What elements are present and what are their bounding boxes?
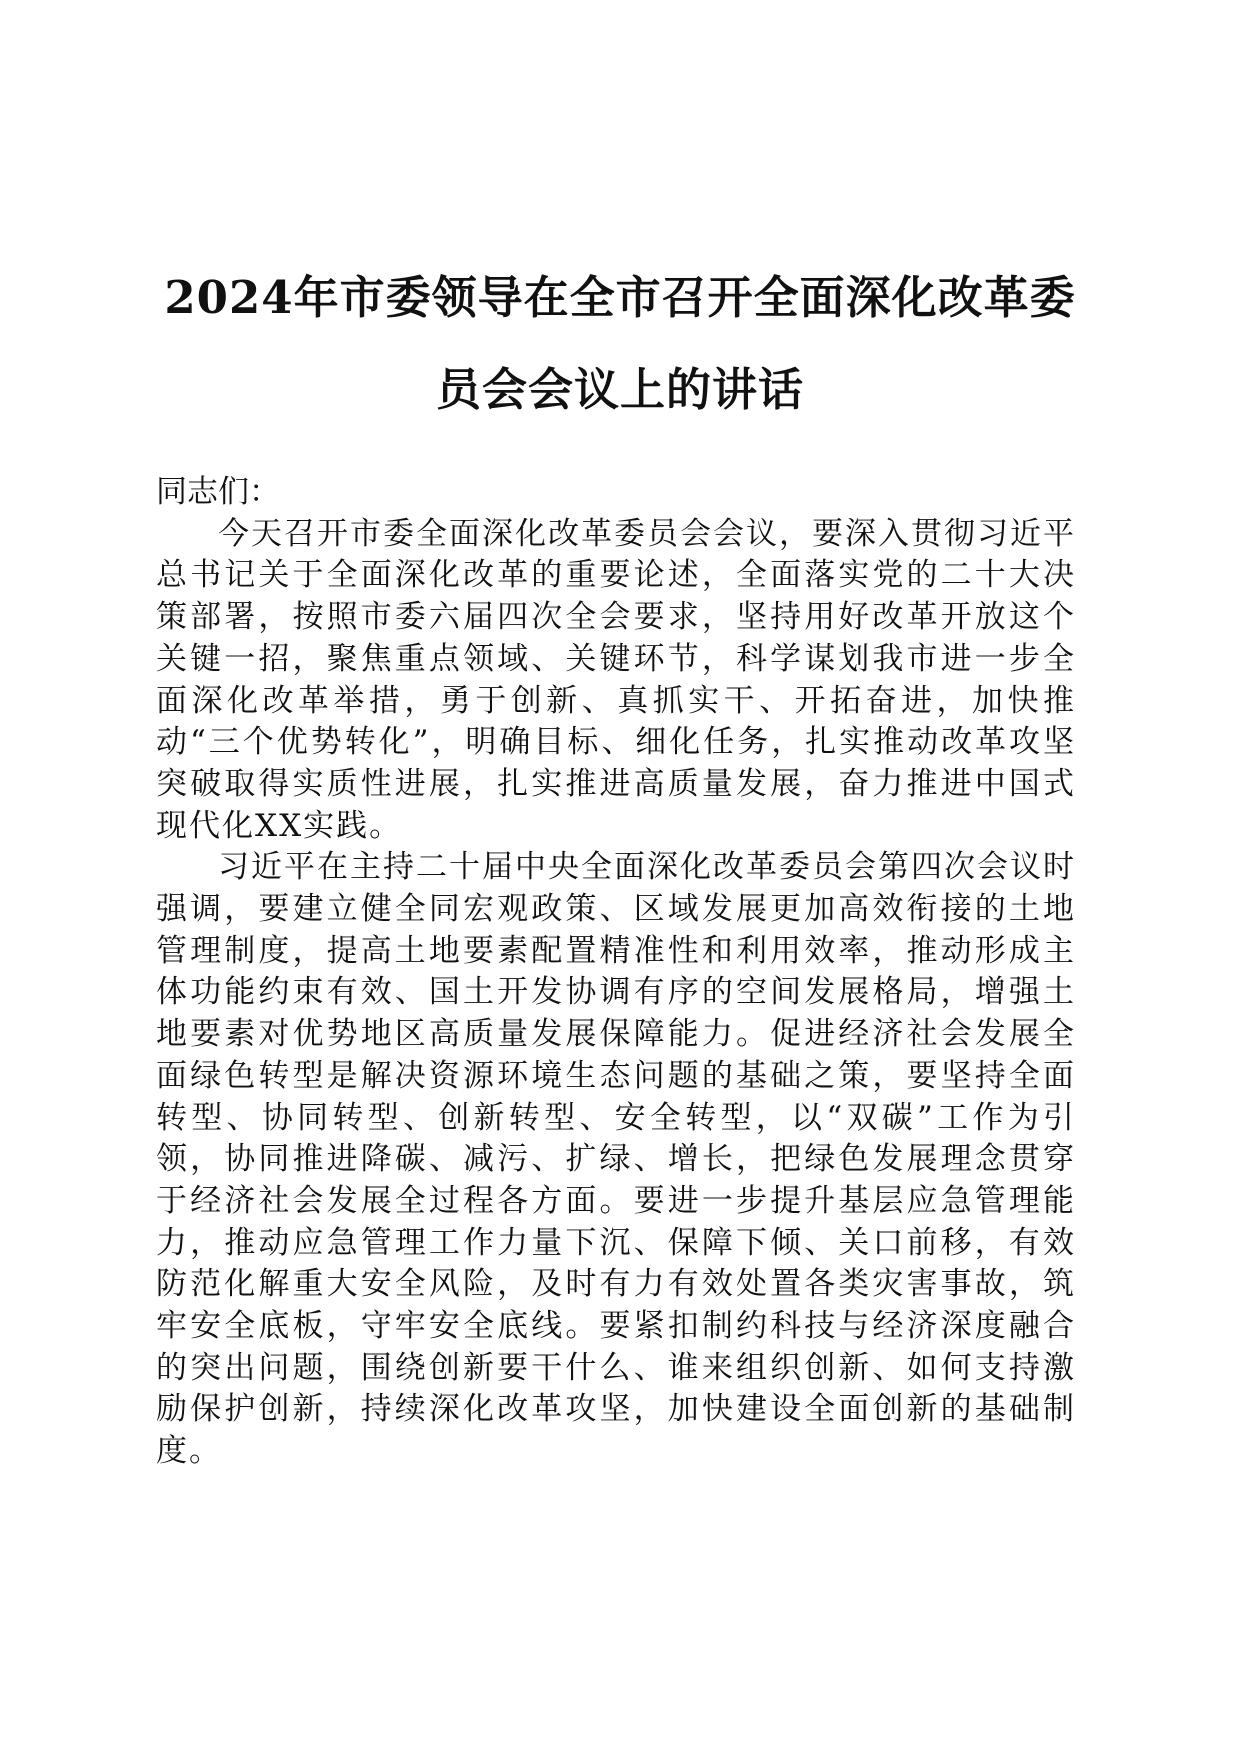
document-title [120, 252, 1120, 436]
paragraph-1: 今天召开市委全面深化改革委员会会议，要深入贯彻习近平总书记关于全面深化改革的重要论述，全面落实党的二十大决策部署，按照市委六届四次全会要求，坚持用好改革开放这个关键一招，聚焦重点领域、关键环节，科学谋划我市进一步全面深化改革举措，勇于创新、真抓实干、开拓奋进，加快推动“三个优势转化”，明确目标、细化任务，扎实推动改革攻坚突破取得实质性进展，扎实推进高质量发展，奋力推进中国式现代化XX实践。 [156, 515, 1076, 844]
title-line-1: 2024年市委领导在全市召开全面深化改革委 [164, 271, 1076, 325]
title-line-2: 员会会议上的讲话 [435, 363, 804, 417]
paragraph-2: 习近平在主持二十届中央全面深化改革委员会第四次会议时强调，要建立健全同宏观政策、区域发展更加高效衔接的土地管理制度，提高土地要素配置精准性和利用效率，推动形成主体功能约束有效、国土开发协调有序的空间发展格局，增强土地要素对优势地区高质量发展保障能力。促进经济社会发展全面绿色转型是解决资源环境生态问题的基础之策，要坚持全面转型、协同转型、创新转型、安全转型，以“双碳”工作为引领，协同推进降碳、减污、扩绿、增长，把绿色发展理念贯穿于经济社会发展全过程各方面。要进一步提升基层应急管理能力，推动应急管理工作力量下沉、保障下倾、关口前移，有效防范化解重大安全风险，及时有力有效处置各类灾害事故，筑牢安全底板，守牢安全底线。要紧扣制约科技与经济深度融合的突出问题，围绕创新要干什么、谁来组织创新、如何支持激励保护创新，持续深化改革攻坚，加快建设全面创新的基础制度。 [156, 849, 1076, 1470]
document-body [156, 472, 1076, 1473]
salutation: 同志们： [156, 474, 280, 510]
